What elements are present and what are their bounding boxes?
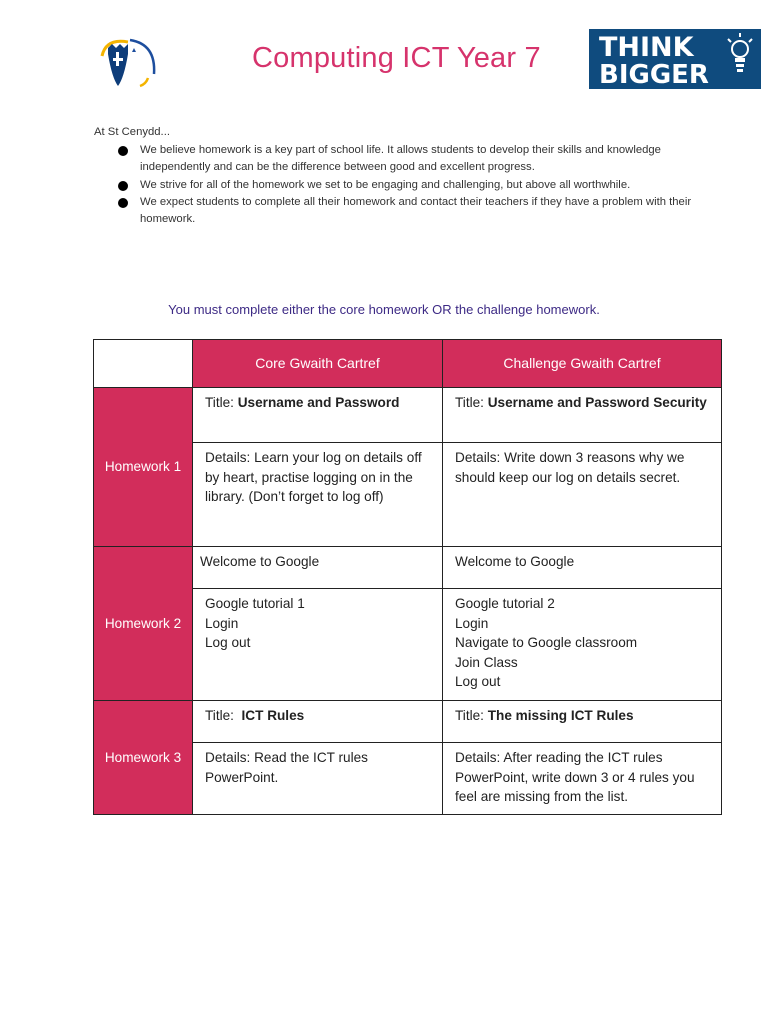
list-item: Google tutorial 1: [205, 596, 305, 611]
table-row: [94, 547, 722, 589]
school-crest-logo: [94, 34, 164, 90]
hw2-challenge-steps: [443, 589, 722, 701]
row-header-homework-3: Homework 3: [94, 701, 193, 815]
hw1-challenge-details: Details: Write down 3 reasons why we should keep our log on details secret.: [443, 443, 722, 547]
row-header-homework-2: Homework 2: [94, 547, 193, 701]
list-item: Log out: [455, 674, 501, 689]
hw3-challenge-details: Details: After reading the ICT rules PowerPoint, write down 3 or 4 rules you feel are missing from the list.: [443, 743, 722, 815]
bullet-icon: [118, 198, 128, 208]
table-header-row: [94, 340, 722, 388]
list-item: Join Class: [455, 654, 518, 670]
list-item: Navigate to Google classroom: [455, 635, 638, 650]
column-header-core: Core Gwaith Cartref: [193, 340, 443, 388]
intro-bullet: We strive for all of the homework we set to be engaging and challenging, but above all worthwhile.: [94, 177, 694, 194]
think-logo-line2: BIGGER: [599, 60, 709, 89]
hw1-challenge-title: Title: Username and Password Security: [443, 388, 722, 443]
list-item: Login: [205, 615, 239, 631]
hw1-core-details: Details: Learn your log on details off by heart, practise logging on in the library. (Don’t forget to log off): [193, 443, 443, 547]
hw2-challenge-title: Welcome to Google: [443, 547, 722, 589]
homework-notice: You must complete either the core homework OR the challenge homework.: [168, 302, 600, 317]
hw1-core-title: Title: Username and Password: [193, 388, 443, 443]
intro-lead: At St Cenydd...: [94, 126, 170, 138]
homework-table: [93, 339, 722, 815]
column-header-challenge: Challenge Gwaith Cartref: [443, 340, 722, 388]
page-title: Computing ICT Year 7: [252, 42, 541, 74]
think-logo-line1: THINK: [599, 32, 694, 63]
think-bigger-logo: [589, 29, 761, 89]
intro-bullet: We believe homework is a key part of school life. It allows students to develop their skills and knowledge independently and can be the difference between good and excellent progress.: [94, 142, 694, 176]
table-row: [94, 701, 722, 743]
hw2-core-title: Welcome to Google: [193, 547, 443, 589]
hw3-challenge-title: Title: The missing ICT Rules: [443, 701, 722, 743]
intro-bullet-list: [94, 142, 694, 228]
intro-section: [94, 124, 694, 228]
list-item: Log out: [205, 635, 251, 650]
bullet-icon: [118, 146, 128, 156]
hw3-core-details: Details: Read the ICT rules PowerPoint.: [193, 743, 443, 815]
table-row: [94, 388, 722, 443]
list-item: Login: [455, 615, 489, 631]
list-item: Google tutorial 2: [455, 596, 555, 611]
table-corner-cell: [94, 340, 193, 388]
bullet-icon: [118, 181, 128, 191]
hw2-core-steps: [193, 589, 443, 701]
row-header-homework-1: Homework 1: [94, 388, 193, 547]
hw3-core-title: Title: ICT Rules: [193, 701, 443, 743]
page-header: [0, 28, 768, 92]
intro-bullet: We expect students to complete all their homework and contact their teachers if they have a problem with their homework.: [94, 194, 694, 228]
